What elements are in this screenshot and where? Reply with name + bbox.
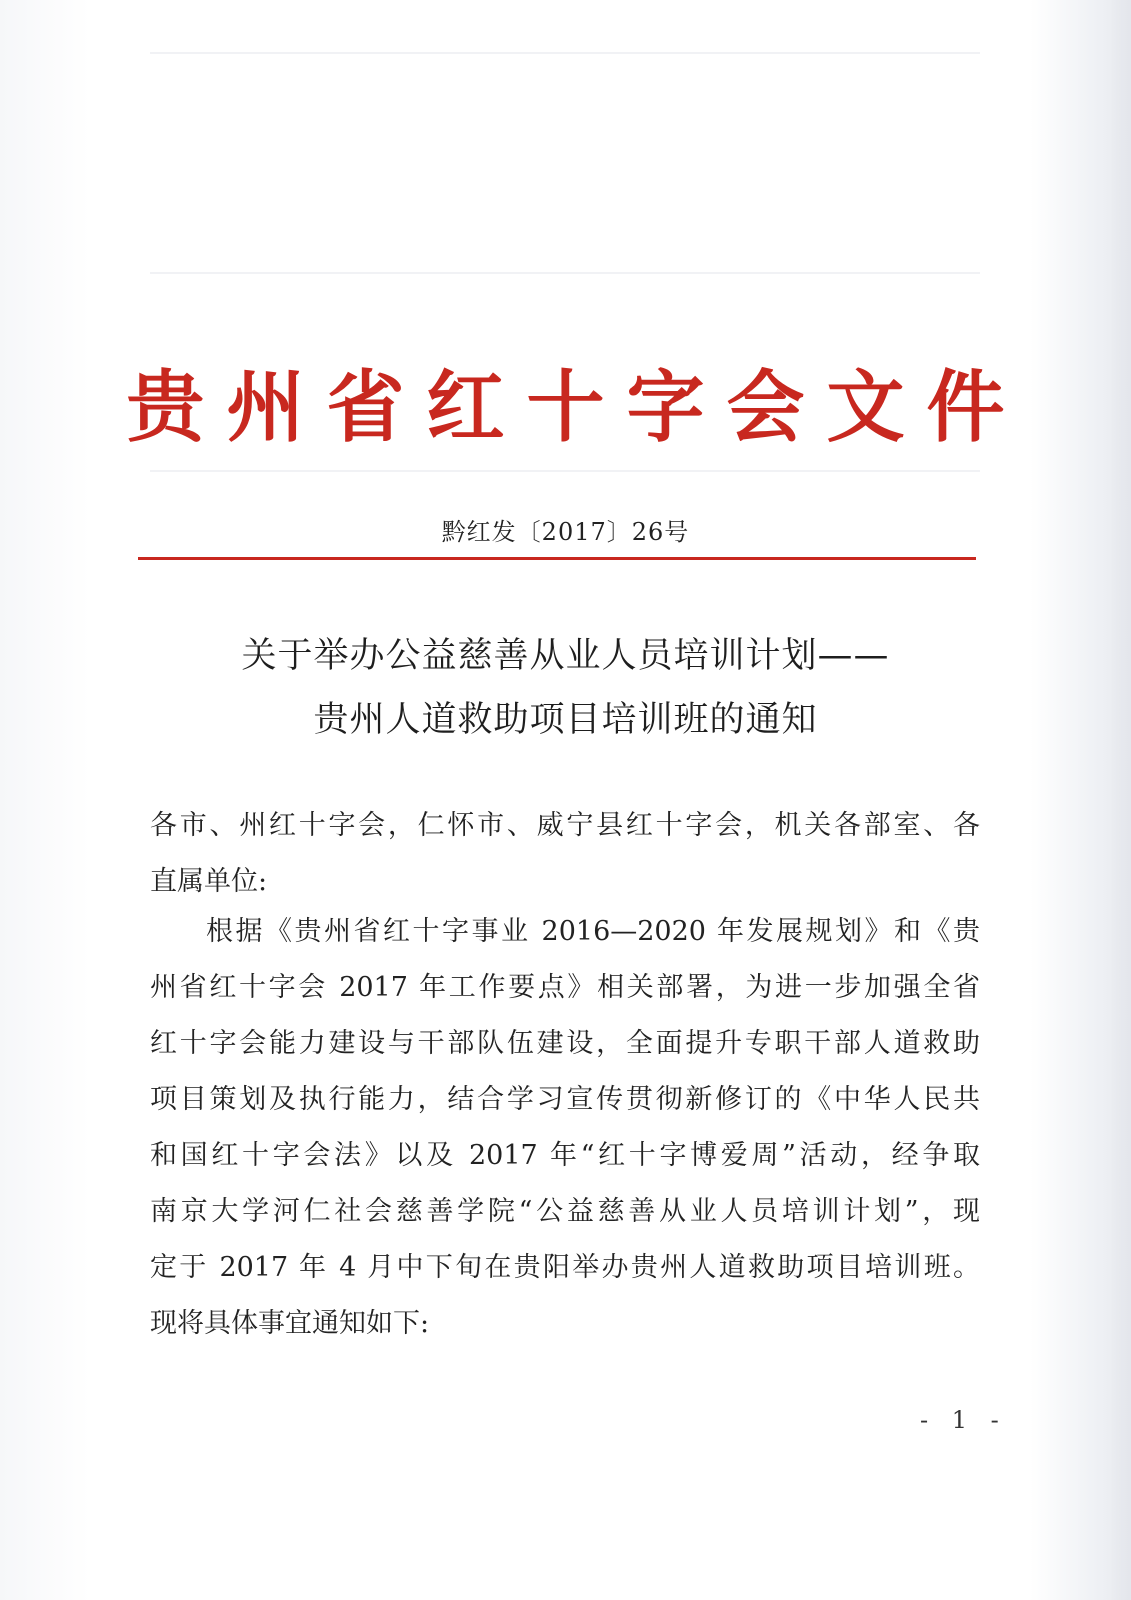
body-line-paragraph: 和国红十字会法》以及 2017 年“红十字博爱周”活动，经争取 [150,1140,980,1171]
scan-artifact-line [150,52,980,54]
document-number: 黔红发〔2017〕26号 [441,518,690,546]
body-line-addressee-cont: 直属单位: [150,866,268,897]
body-line-paragraph: 项目策划及执行能力，结合学习宣传贯彻新修订的《中华人民共 [150,1084,980,1115]
body-line-paragraph: 定于 2017 年 4 月中下旬在贵阳举办贵州人道救助项目培训班。 [150,1252,980,1283]
body-line-addressee: 各市、州红十字会，仁怀市、威宁县红十字会，机关各部室、各 [150,810,980,841]
body-line-paragraph: 根据《贵州省红十字事业 2016—2020 年发展规划》和《贵 [206,916,980,947]
body-line-paragraph: 州省红十字会 2017 年工作要点》相关部署，为进一步加强全省 [150,972,980,1003]
scan-artifact-line [150,470,980,472]
notice-title-line-1: 关于举办公益慈善从业人员培训计划—— [241,636,890,676]
red-divider-line [138,557,976,560]
notice-title-line-2: 贵州人道救助项目培训班的通知 [313,700,818,740]
body-line-paragraph-end: 现将具体事宜通知如下: [150,1308,430,1339]
document-header-title: 贵州省红十字会文件 [126,363,1027,453]
body-line-paragraph: 南京大学河仁社会慈善学院“公益慈善从业人员培训计划”，现 [150,1196,980,1227]
page-number: - 1 - [920,1406,1007,1434]
scan-shadow-edge [1109,0,1131,1600]
scan-artifact-line [150,272,980,274]
body-line-paragraph: 红十字会能力建设与干部队伍建设，全面提升专职干部人道救助 [150,1028,980,1059]
